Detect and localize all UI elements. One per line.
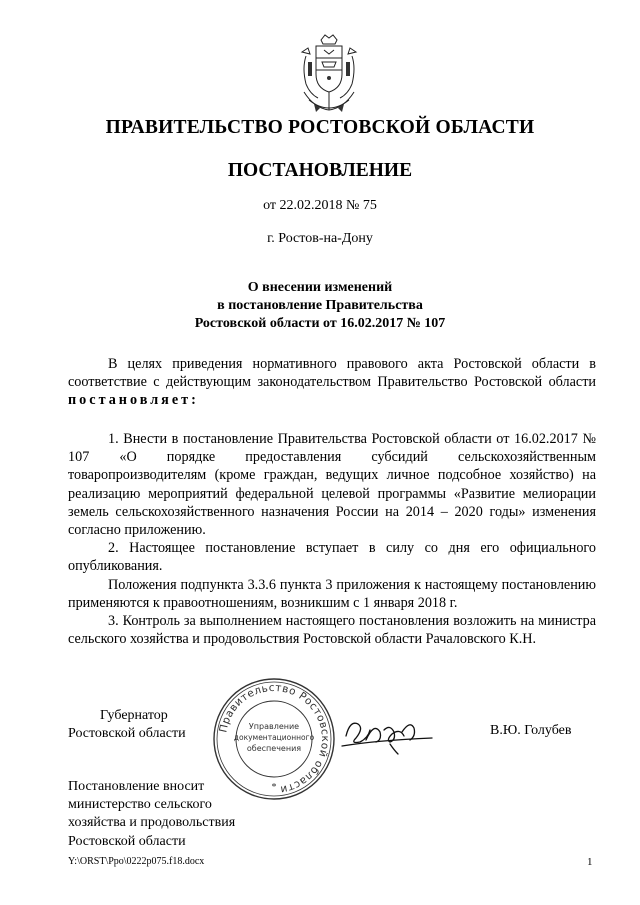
footer-file-path: Y:\ORST\Ppo\0222p075.f18.docx: [68, 856, 205, 867]
signatory-position-line: Губернатор: [100, 708, 168, 723]
document-subject: [0, 279, 640, 333]
submitter-note-line: Постановление вносит: [68, 779, 205, 794]
footer-page-number: 1: [587, 856, 593, 868]
seal-inner-line: Управление: [248, 722, 300, 731]
item-1-paragraph: 1. Внести в постановление Правительства Ростовской области от 16.02.2017 № 107 «О порядке предоставления субсидий сельскохозяйственным товаропроизводителям (кроме граждан, ведущих личное подсобное хозяйство) на реализацию мероприятий федеральной целевой программы «Развитие мелиорации земель сельскохозяйственного назначения России на 2014 – 2020 годы» изменения согласно приложению.: [68, 431, 596, 539]
seal-inner-line: документационного: [233, 733, 315, 742]
submitter-note-line: министерство сельского: [68, 797, 212, 813]
subject-line: в постановление Правительства: [217, 298, 423, 313]
subject-line: О внесении изменений: [247, 280, 393, 295]
resolution-items: [68, 430, 596, 648]
preamble-paragraph: [68, 355, 596, 410]
submitter-note: [68, 778, 235, 851]
submitter-note-line: хозяйства и продовольствия: [68, 815, 236, 831]
preamble-text: В целях приведения нормативного правового акта Ростовской области в соответствие с действующим законодательством Правительство Ростовской области: [68, 356, 596, 391]
seal-star-icon: *: [271, 782, 277, 793]
submitter-note-line: Ростовской области: [68, 833, 186, 849]
coat-of-arms-emblem: [294, 34, 364, 118]
seal-outer-text: Правительство Ростовской области: [217, 681, 332, 796]
signatory-position: [68, 707, 186, 743]
seal-inner-line: обеспечения: [246, 744, 302, 753]
signatory-name: В.Ю. Голубев: [490, 723, 572, 738]
document-city: г. Ростов-на-Дону: [267, 231, 373, 246]
document-date-number: от 22.02.2018 № 75: [263, 198, 377, 213]
document-type-title: ПОСТАНОВЛЕНИЕ: [227, 160, 413, 181]
organization-title: ПРАВИТЕЛЬСТВО РОСТОВСКОЙ ОБЛАСТИ: [105, 117, 535, 138]
signatory-position-line: Ростовской области: [68, 726, 186, 741]
preamble-action: постановляет:: [68, 392, 199, 409]
item-3-paragraph: 3. Контроль за выполнением настоящего постановления возложить на министра сельского хозяйства и продовольствия Ростовской области Рачаловского К.Н.: [68, 613, 596, 648]
subject-line: Ростовской области от 16.02.2017 № 107: [194, 316, 446, 331]
item-2-paragraph: 2. Настоящее постановление вступает в силу со дня его официального опубликования.: [68, 540, 596, 575]
handwritten-signature: [340, 710, 434, 756]
item-2-note-paragraph: Положения подпункта 3.3.6 пункта 3 приложения к настоящему постановлению применяются к правоотношениям, возникшим с 1 января 2018 г.: [68, 576, 596, 611]
